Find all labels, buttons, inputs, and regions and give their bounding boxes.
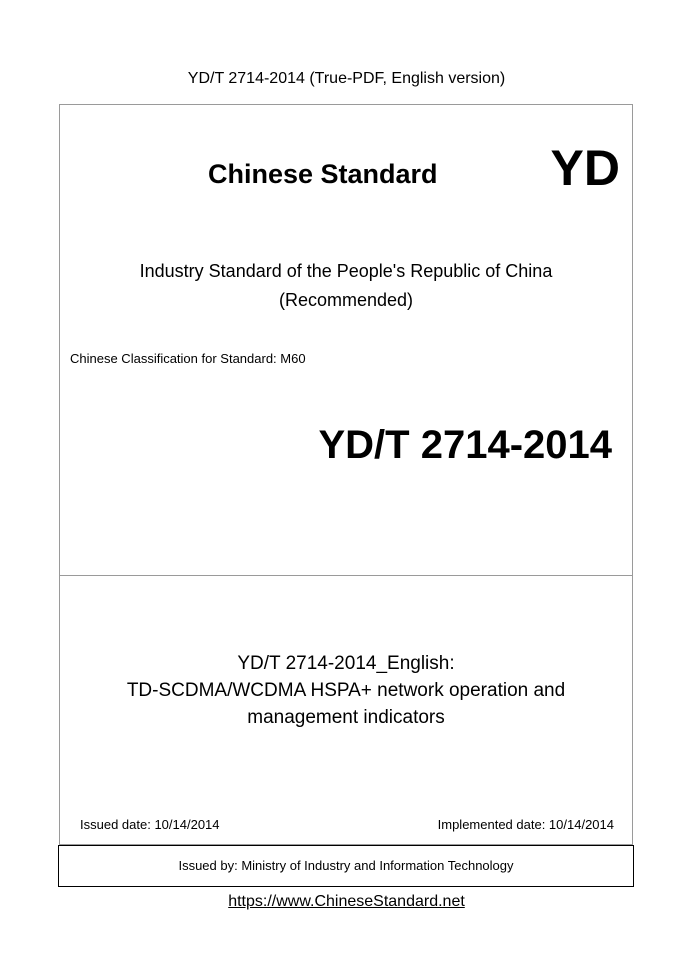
industry-standard-line: Industry Standard of the People's Republic of China bbox=[139, 261, 553, 281]
english-title-line: TD-SCDMA/WCDMA HSPA+ network operation and bbox=[126, 680, 566, 701]
website-link[interactable]: https://www.ChineseStandard.net bbox=[228, 893, 465, 910]
implemented-date: Implemented date: 10/14/2014 bbox=[437, 817, 614, 832]
standard-number: YD/T 2714-2014 bbox=[318, 423, 612, 467]
english-title-line: YD/T 2714-2014_English: bbox=[237, 653, 455, 674]
classification-label: Chinese Classification for Standard: M60 bbox=[70, 351, 306, 366]
document-type-heading: Chinese Standard bbox=[208, 159, 438, 189]
cover-frame bbox=[59, 104, 633, 845]
issuer-box: Issued by: Ministry of Industry and Information Technology bbox=[58, 845, 634, 887]
issued-date: Issued date: 10/14/2014 bbox=[80, 817, 220, 832]
english-title-line: management indicators bbox=[247, 707, 445, 728]
english-title-block bbox=[60, 650, 632, 731]
website-link-container bbox=[0, 893, 693, 911]
industry-code: YD bbox=[550, 140, 620, 196]
recommended-label: (Recommended) bbox=[278, 290, 414, 310]
section-divider bbox=[60, 575, 632, 576]
industry-standard-block bbox=[60, 257, 632, 315]
page-header: YD/T 2714-2014 (True-PDF, English version) bbox=[187, 70, 506, 87]
